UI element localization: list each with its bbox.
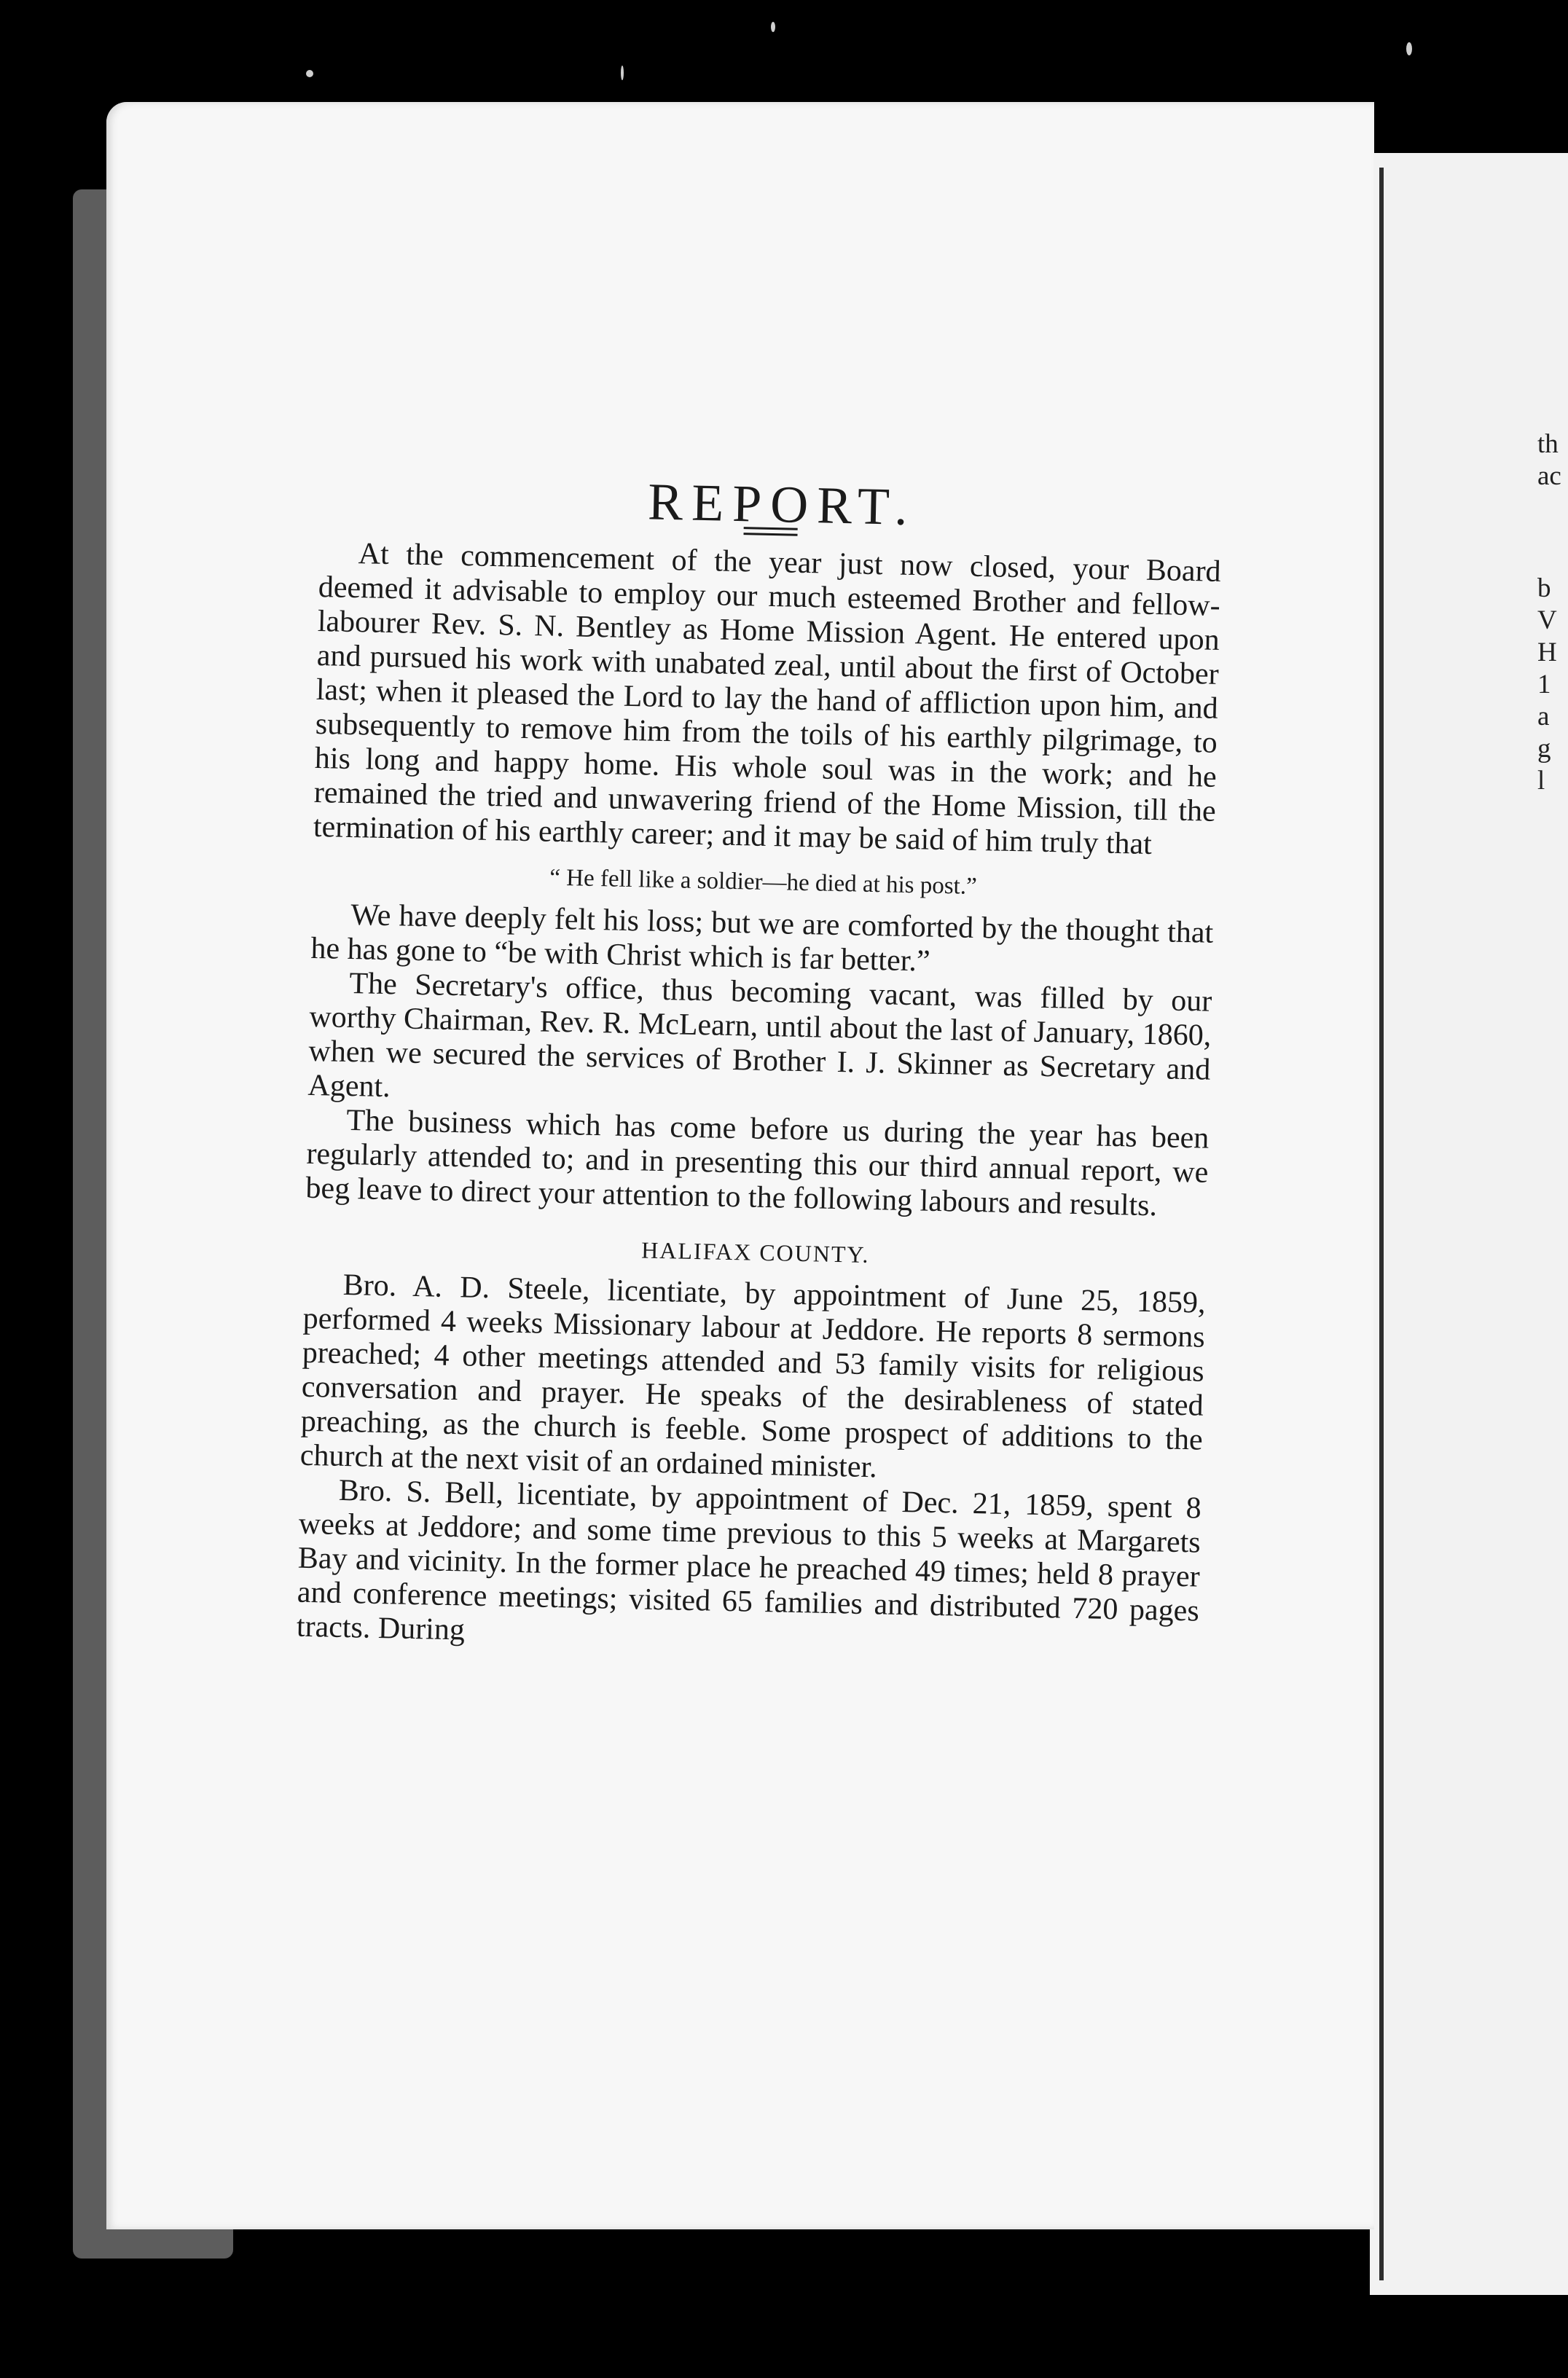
dust-speck: [771, 22, 775, 32]
fragment: th: [1537, 429, 1559, 459]
fragment: 1: [1537, 670, 1551, 699]
dust-speck: [1406, 42, 1412, 55]
fragment: b: [1537, 573, 1551, 603]
fragment: ac: [1537, 461, 1561, 491]
section-heading: HALIFAX COUNTY.: [640, 1236, 870, 1268]
quotation: “ He fell like a soldier—he died at his post.”: [549, 864, 978, 900]
paragraph: The Secretary's office, thus becoming vacant, was filled by our worthy Chairman, Rev. R. McLearn, until about the last of January, 1860, when we secured the services of Brother I. J. Skinner as Secretary and Agent.: [307, 966, 1212, 1104]
fragment: V: [1537, 605, 1557, 635]
dust-speck: [621, 66, 624, 80]
fragment: H: [1537, 637, 1557, 667]
paragraph: The business which has come before us during the year has been regularly attended to; and in presenting this our third annual report, we beg leave to direct your attention to the following labours and results.: [305, 1103, 1210, 1223]
paragraph: We have deeply felt his loss; but we are comforted by the thought that he has gone to “be with Christ which is far better.”: [310, 898, 1214, 978]
fragment: g: [1537, 734, 1551, 764]
fragment: a: [1537, 702, 1550, 731]
paragraph: Bro. A. D. Steele, licentiate, by appointment of June 25, 1859, performed 4 weeks Missionary labour at Jeddore. He reports 8 sermons preached; 4 other meetings attended and 53 family visits for religious conversation and prayer. He speaks of the desirableness of stated preaching, as the church is feeble. Some prospect of additions to the church at the next visit of an ordained minister.: [299, 1268, 1207, 1485]
fragment: l: [1537, 766, 1545, 796]
facing-page-text-fragments: [1537, 428, 1561, 797]
book-gutter: [1379, 168, 1384, 2280]
report-text: [296, 472, 1222, 1663]
paragraph: Bro. S. Bell, licentiate, by appointment of Dec. 21, 1859, spent 8 weeks at Jeddore; and some time previous to this 5 weeks at Margarets Bay and vicinity. In the former place he preached 49 times; held 8 prayer and conference meetings; visited 65 families and distributed 720 pages tracts. During: [296, 1473, 1202, 1647]
page-title: REPORT.: [647, 472, 917, 537]
paragraph: At the commencement of the year just now closed, your Board deemed it advisable to employ our much esteemed Brother and fellow-labourer Rev. S. N. Bentley as Home Mission Agent. He entered upon and pursued his work with unabated zeal, until about the first of October last; when it pleased the Lord to lay the hand of affliction upon him, and subsequently to remove him from the toils of his earthly pilgrimage, to his long and happy home. His whole soul was in the work; and he remained the tried and unwavering friend of the Home Mission, till the termination of his earthly career; and it may be said of him truly that: [313, 537, 1222, 861]
dust-speck: [306, 70, 313, 77]
